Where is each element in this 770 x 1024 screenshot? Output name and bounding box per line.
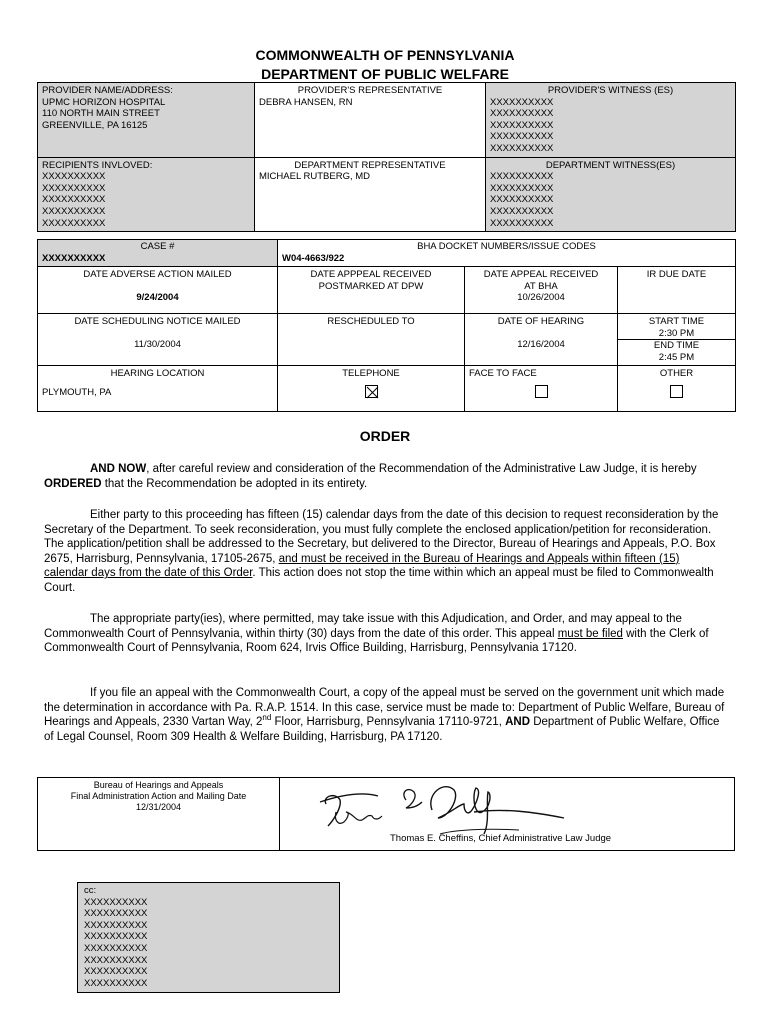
adverse-label: DATE ADVERSE ACTION MAILED [83,269,232,281]
provider-label: PROVIDER NAME/ADDRESS: [42,85,173,96]
provider-witness-label: PROVIDER'S WITNESS (ES) [547,85,674,96]
p4-text-end: Department of Public Welfare, Office of Legal Counsel, Room 309 Health & Welfare Building, Harrisburg, PA 17120. [44,716,720,743]
p3-text-end: with the Clerk of Commonwealth Court of Pennsylvania, Room 624, Irvis Office Building, Harrisburg, Pennsylvania 17120. [44,627,709,655]
bureau-label: Bureau of Hearings and Appeals [93,780,224,790]
dept-witness-cell [486,157,736,232]
header-line-2: DEPARTMENT OF PUBLIC WELFARE [261,66,509,82]
provider-city: GREENVILLE, PA 16125 [42,119,148,131]
p4-and: AND [505,716,531,729]
parties-table [37,82,736,232]
location-value: PLYMOUTH, PA [42,387,112,399]
mailing-date: 12/31/2004 [135,802,182,812]
cc-item: XXXXXXXXXX [84,908,148,920]
docket-cell [278,240,736,267]
cc-label: cc: [84,885,97,896]
appeal-postmarked-label-1: DATE APPPEAL RECEIVED [310,269,432,281]
order-title: ORDER [359,428,411,444]
and-now: AND NOW [90,463,147,475]
face-label: FACE TO FACE [469,367,537,379]
time-cell [618,314,736,365]
ir-due-cell [618,267,736,314]
recipient-item: XXXXXXXXXX [42,171,106,183]
cc-box [77,882,340,993]
cc-item: XXXXXXXXXX [84,942,148,954]
ordered: ORDERED [44,477,102,490]
hearing-date-label: DATE OF HEARING [497,316,585,328]
end-time-label: END TIME [653,340,700,352]
cc-item: XXXXXXXXXX [84,919,148,931]
judge-name: Thomas E. Cheffins, Chief Administrative Law Judge [390,833,612,844]
end-time-value: 2:45 PM [658,351,695,363]
dept-witness: XXXXXXXXXX [490,194,554,206]
provider-rep-cell [255,83,486,158]
case-cell [38,240,278,267]
sched-label: DATE SCHEDULING NOTICE MAILED [74,316,241,328]
p1-text: , after careful review and consideration of the Recommendation of the Administrative Law Judge, it is hereby [146,463,697,475]
provider-witness: XXXXXXXXXX [490,96,554,108]
recipient-item: XXXXXXXXXX [42,182,106,194]
p3-underlined: must be filed [557,627,623,640]
recipient-item: XXXXXXXXXX [42,194,106,206]
checked-x-icon [366,386,379,399]
telephone-label: TELEPHONE [342,367,400,379]
resched-label: RESCHEDULED TO [327,316,415,328]
appeal-bha-label-1: DATE APPEAL RECEIVED [483,269,599,281]
telephone-cell [278,365,465,411]
start-time-value: 2:30 PM [658,327,695,339]
cc-item: XXXXXXXXXX [84,966,148,978]
location-cell [38,365,278,411]
dept-witness: XXXXXXXXXX [490,182,554,194]
provider-rep-name: DEBRA HANSEN, RN [259,96,353,108]
appeal-bha-cell [465,267,618,314]
other-label: OTHER [659,367,694,379]
order-paragraph-3 [44,612,726,656]
bureau-cell [38,778,280,850]
provider-cell [38,83,255,158]
start-time-label: START TIME [648,316,705,328]
recipients-cell [38,157,255,232]
recipient-item: XXXXXXXXXX [42,205,106,217]
cc-item: XXXXXXXXXX [84,896,148,908]
face-cell [465,365,618,411]
order-paragraph-2 [44,508,726,596]
location-label: HEARING LOCATION [110,367,205,379]
telephone-checkbox[interactable] [365,385,378,398]
p4-sup: nd [262,713,272,723]
other-cell [618,365,736,411]
signature-box [37,777,735,851]
hearing-date-value: 12/16/2004 [517,338,565,350]
sched-cell [38,314,278,365]
order-paragraph-4 [44,686,726,744]
appeal-bha-label-2: AT BHA [524,280,558,292]
dept-witness: XXXXXXXXXX [490,217,554,229]
p1-text-end: that the Recommendation be adopted in its entirety. [101,477,368,490]
cc-item: XXXXXXXXXX [84,954,148,966]
face-to-face-checkbox[interactable] [535,385,548,398]
provider-witness-cell [486,83,736,158]
recipients-label: RECIPIENTS INVLOVED: [42,159,153,171]
docket-label: BHA DOCKET NUMBERS/ISSUE CODES [417,241,596,252]
adverse-value: 9/24/2004 [136,291,179,303]
provider-witness: XXXXXXXXXX [490,108,554,120]
appeal-bha-value: 10/26/2004 [517,292,565,304]
case-label: CASE # [140,241,175,252]
hearing-date-cell [465,314,618,365]
appeal-postmarked-label-2: POSTMARKED AT DPW [318,280,424,292]
case-table [37,239,736,412]
dept-rep-cell [255,157,486,232]
dept-rep-label: DEPARTMENT REPRESENTATIVE [294,159,446,171]
header-line-1: COMMONWEALTH OF PENNSYLVANIA [255,47,515,63]
appeal-postmarked-cell [278,267,465,314]
p2-text: Either party to this proceeding has fifteen (15) calendar days from the date of this decision to request reconsideration by the Secretary of the Department. To seek reconsideration, you must fully complete the enclosed application/petition for reconsideration. The application/petition shall be addressed to the Secretary, but delivered to the Director, Bureau of Hearings and Appeals, P.O. Box 2675, Harrisburg, Pennsylvania, 17105-2675, [44,509,719,565]
final-action-label: Final Administration Action and Mailing Date [70,791,247,801]
adverse-cell [38,267,278,314]
ir-due-label: IR DUE DATE [646,269,707,281]
cc-item: XXXXXXXXXX [84,977,148,989]
other-checkbox[interactable] [670,385,683,398]
cc-item: XXXXXXXXXX [84,931,148,943]
docket-value: W04-4663/922 [282,252,345,264]
p2-text-end: . This action does not stop the time within which an appeal must be filed to Commonwealth Court. [44,567,714,594]
p4-text: If you file an appeal with the Commonwealth Court, a copy of the appeal must be served on the government unit which made the determination in accordance with Pa. R.A.P. 1514. In this case, service must be made to: Department of Public Welfare, Bureau of Hearings and Appeals, 2330 Vartan Way, 2 [44,687,725,729]
dept-witness: XXXXXXXXXX [490,171,554,183]
p4-text-mid: Floor, Harrisburg, Pennsylvania 17110-9721, [271,716,506,729]
recipient-item: XXXXXXXXXX [42,217,106,229]
dept-witness: XXXXXXXXXX [490,205,554,217]
p3-text: The appropriate party(ies), where permitted, may take issue with this Adjudication, and Order, and may appeal to the Commonwealth Court of Pennsylvania, within thirty (30) days from the date of this order. This appeal [44,613,682,640]
provider-witness: XXXXXXXXXX [490,131,554,143]
provider-witness: XXXXXXXXXX [490,119,554,131]
dept-rep-name: MICHAEL RUTBERG, MD [259,171,371,183]
order-paragraph-1 [44,462,726,491]
case-value: XXXXXXXXXX [42,252,106,264]
sched-value: 11/30/2004 [134,338,181,350]
provider-witness: XXXXXXXXXX [490,142,554,154]
resched-cell [278,314,465,365]
p2-underlined: and must be received in the Bureau of Hearings and Appeals within fifteen (15) calendar days from the date of this Order [44,552,680,580]
dept-witness-label: DEPARTMENT WITNESS(ES) [545,159,676,171]
provider-name: UPMC HORIZON HOSPITAL [42,96,166,108]
provider-rep-label: PROVIDER'S REPRESENTATIVE [297,85,443,96]
provider-street: 110 NORTH MAIN STREET [42,108,160,120]
